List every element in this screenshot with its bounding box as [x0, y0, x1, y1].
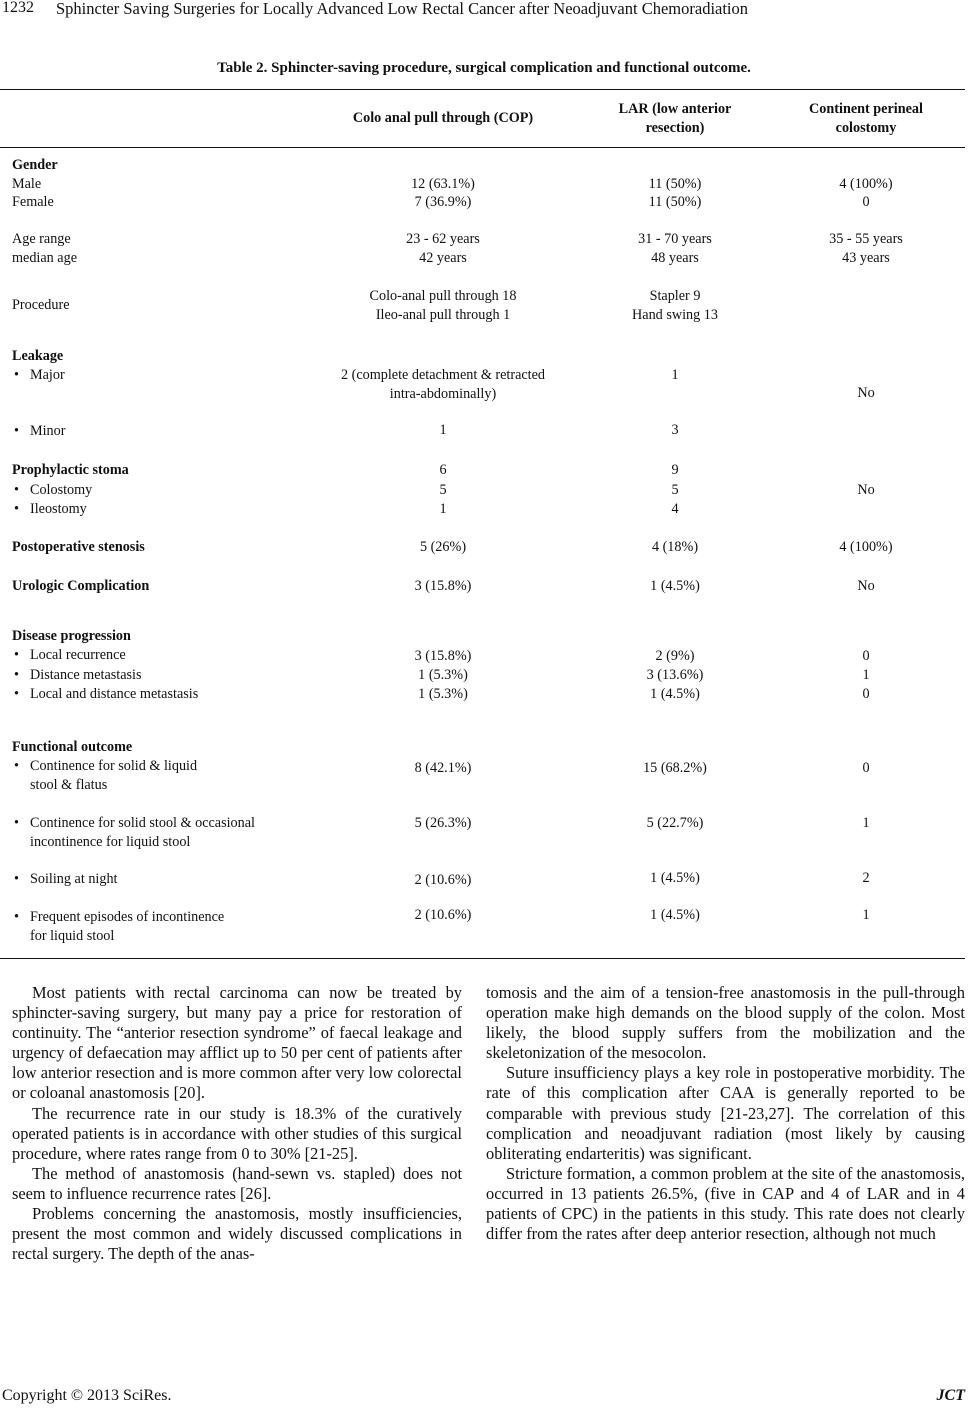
- row-label: [14, 646, 126, 665]
- cell-line: 3: [671, 422, 679, 438]
- cell-cop: [418, 666, 468, 685]
- cell-line: 4: [671, 501, 679, 517]
- row-label: [14, 666, 142, 685]
- cell-lar: [652, 538, 698, 557]
- cell-line: 1 (5.3%): [418, 686, 468, 702]
- column-header-cop: Colo anal pull through (COP): [352, 110, 534, 126]
- cell-lar: [650, 906, 700, 925]
- cell-line: 4 (100%): [839, 176, 893, 192]
- cell-lar: [655, 647, 694, 666]
- row-label: [14, 500, 87, 519]
- cell-cpc: [862, 814, 869, 833]
- cell-line: 1 (4.5%): [650, 686, 700, 702]
- row-label: [12, 193, 54, 212]
- row-label-line: • Colostomy: [14, 482, 93, 498]
- cell-line: 31 - 70 years: [638, 231, 712, 247]
- cell-line: 1: [862, 667, 870, 683]
- cell-line: 5: [439, 482, 447, 498]
- bullet-icon: •: [14, 871, 19, 887]
- cell-line: 43 years: [842, 250, 890, 266]
- cell-line: 2 (10.6%): [414, 907, 472, 923]
- row-label: [14, 814, 255, 852]
- cell-cop: [370, 287, 517, 325]
- cell-line: 1: [439, 501, 447, 517]
- cell-cpc: [842, 249, 890, 268]
- cell-cop: [415, 871, 472, 890]
- cell-line: 5 (22.7%): [646, 815, 704, 831]
- row-label: [12, 230, 71, 249]
- cell-cpc: [862, 685, 869, 704]
- row-label-line: for liquid stool: [30, 928, 115, 944]
- bullet-icon: •: [14, 686, 19, 702]
- cell-lar: [671, 500, 678, 519]
- cell-line: 6: [439, 462, 447, 478]
- running-title: Sphincter Saving Surgeries for Locally Advanced Low Rectal Cancer after Neoadjuvant Chemoradiation: [56, 0, 749, 18]
- row-label: [14, 757, 197, 795]
- cell-line: 1 (4.5%): [650, 907, 700, 923]
- cell-cop: [411, 175, 475, 194]
- row-label: [12, 538, 145, 557]
- cell-cpc: [857, 577, 874, 596]
- cell-line: No: [857, 385, 875, 401]
- cell-line: Hand swing 13: [632, 307, 718, 323]
- row-label-line: Male: [12, 176, 42, 192]
- row-label-line: • Continence for solid & liquid: [14, 758, 198, 774]
- cell-lar: [632, 287, 718, 325]
- page-number: 1232: [2, 0, 34, 16]
- cell-cpc: [829, 230, 903, 249]
- cell-cop: [415, 906, 472, 925]
- cell-line: No: [857, 482, 875, 498]
- cell-cop: [415, 814, 472, 833]
- cell-lar: [649, 193, 702, 212]
- cell-cop: [415, 193, 472, 212]
- row-label-line: Gender: [12, 157, 58, 173]
- cell-cop: [418, 685, 468, 704]
- body-paragraph: Stricture formation, a common problem at the site of the anastomosis, occurred in 13 patients 26.5%, (five in CAP and 4 of LAR and in 4 patients of CPC) in the patients in this study. This rate does not clearly differ from the rates after deep anterior resection, although not much: [486, 1163, 965, 1244]
- row-label-line: • Local recurrence: [14, 647, 126, 663]
- row-label-line: Age range: [12, 231, 71, 247]
- cell-line: 8 (42.1%): [414, 760, 472, 776]
- cell-cpc: [862, 869, 869, 888]
- cell-line: Colo-anal pull through 18: [369, 288, 517, 304]
- table-header-rule: [0, 147, 965, 148]
- row-label-line: • Minor: [14, 423, 66, 439]
- cell-line: 4 (18%): [651, 539, 699, 555]
- cell-cop: [415, 577, 472, 596]
- cell-line: 23 - 62 years: [406, 231, 480, 247]
- cell-line: 1: [439, 422, 447, 438]
- cell-line: Stapler 9: [649, 288, 701, 304]
- row-label-line: • Soiling at night: [14, 871, 118, 887]
- column-header-lar-line: resection): [645, 120, 705, 136]
- row-label: [14, 870, 118, 889]
- bullet-icon: •: [14, 482, 19, 498]
- cell-line: 1 (4.5%): [650, 870, 700, 886]
- body-paragraph: The recurrence rate in our study is 18.3% of the curatively operated patients is in accordance with other studies of this surgical procedure, where rates range from 0 to 30% [21-25].: [12, 1103, 462, 1163]
- cell-line: 0: [862, 648, 870, 664]
- cell-line: 3 (15.8%): [414, 578, 472, 594]
- row-label-line: • Distance metastasis: [14, 667, 142, 683]
- cell-line: 9: [671, 462, 679, 478]
- row-label-line: Postoperative stenosis: [12, 539, 145, 555]
- row-label-line: • Ileostomy: [14, 501, 87, 517]
- cell-line: 4 (100%): [839, 539, 893, 555]
- cell-line: Ileo-anal pull through 1: [375, 307, 511, 323]
- cell-lar: [650, 685, 700, 704]
- cell-lar: [650, 577, 700, 596]
- row-label: [14, 366, 65, 385]
- body-paragraph: Suture insufficiency plays a key role in postoperative morbidity. The rate of this complication after CAA is generally reported to be comparable with previous study [21-23,27]. The correlation of this complication and neoadjuvant radiation (most likely by causing obliterating endarteritis) was significant.: [486, 1063, 965, 1163]
- row-label: [12, 627, 131, 646]
- body-paragraph: Most patients with rectal carcinoma can now be treated by sphincter-saving surgery, but many pay a price for restoration of continuity. The “anterior resection syndrome” of faecal leakage and urgency of defaecation may afflict up to 50 per cent of patients after low anterior resection and is more common after very low colorectal or coloanal anastomosis [20].: [12, 983, 462, 1103]
- cell-line: 11 (50%): [648, 176, 702, 192]
- column-header-lar: [575, 100, 775, 138]
- cell-line: 1: [671, 367, 679, 383]
- body-left-column: [12, 983, 462, 1264]
- row-label: [14, 908, 224, 946]
- column-header-cpc-line: colostomy: [835, 120, 897, 136]
- cell-line: 0: [862, 760, 870, 776]
- cell-line: 11 (50%): [648, 194, 702, 210]
- row-label-line: Leakage: [12, 348, 64, 364]
- journal-abbreviation: JCT: [936, 1387, 965, 1404]
- cell-lar: [647, 666, 704, 685]
- cell-line: 7 (36.9%): [414, 194, 472, 210]
- body-paragraph: tomosis and the aim of a tension-free anastomosis in the pull-through operation make high demands on the blood supply of the colon. Most likely, the blood supply suffers from the mobilization and the skeletonization of the mesocolon.: [486, 983, 965, 1063]
- cell-cpc: [857, 481, 874, 500]
- row-label-line: stool & flatus: [30, 777, 108, 793]
- table-top-rule: [0, 89, 965, 90]
- cell-cpc: [857, 384, 874, 403]
- body-paragraph: The method of anastomosis (hand-sewn vs. stapled) does not seem to influence recurrence rates [26].: [12, 1163, 462, 1203]
- cell-cop: [415, 647, 472, 666]
- cell-lar: [650, 869, 700, 888]
- cell-cop: [415, 759, 472, 778]
- row-label: [12, 461, 129, 480]
- bullet-icon: •: [14, 367, 19, 383]
- cell-line: 42 years: [419, 250, 467, 266]
- row-label: [12, 577, 149, 596]
- cell-cpc: [839, 538, 892, 557]
- cell-line: 1: [862, 815, 870, 831]
- cell-lar: [638, 230, 712, 249]
- row-label-line: Prophylactic stoma: [12, 462, 129, 478]
- row-label-line: Urologic Complication: [12, 578, 150, 594]
- cell-lar: [647, 814, 704, 833]
- cell-lar: [671, 481, 678, 500]
- cell-line: 2 (10.6%): [414, 872, 472, 888]
- column-header-lar-line: LAR (low anterior: [618, 101, 732, 117]
- cell-line: 5: [671, 482, 679, 498]
- cell-line: 0: [862, 194, 870, 210]
- cell-cop: [420, 538, 466, 557]
- cell-line: 1 (5.3%): [418, 667, 468, 683]
- cell-lar: [671, 366, 678, 385]
- column-header-cpc: [776, 100, 956, 138]
- row-label-line: Female: [12, 194, 54, 210]
- cell-line: 5 (26%): [419, 539, 467, 555]
- cell-line: 2: [862, 870, 870, 886]
- cell-line: 2 (complete detachment & retracted: [340, 367, 546, 383]
- cell-line: 2 (9%): [655, 648, 695, 664]
- row-label: [14, 422, 65, 441]
- cell-cop: [439, 421, 446, 440]
- row-label-line: • Major: [14, 367, 65, 383]
- bullet-icon: •: [14, 815, 19, 831]
- row-label-line: Disease progression: [12, 628, 131, 644]
- table-bottom-rule: [0, 958, 965, 959]
- column-header-cpc-line: Continent perineal: [809, 101, 923, 117]
- row-label-line: • Frequent episodes of incontinence: [14, 909, 225, 925]
- row-label-line: • Continence for solid stool & occasional: [14, 815, 255, 831]
- cell-cpc: [862, 759, 869, 778]
- row-label-line: • Local and distance metastasis: [14, 686, 199, 702]
- cell-line: 1: [862, 907, 870, 923]
- row-label: [12, 175, 41, 194]
- row-label: [12, 249, 77, 268]
- cell-cop: [439, 461, 446, 480]
- cell-cop: [341, 366, 545, 404]
- bullet-icon: •: [14, 647, 19, 663]
- cell-lar: [671, 421, 678, 440]
- cell-line: 0: [862, 686, 870, 702]
- bullet-icon: •: [14, 501, 19, 517]
- cell-line: 5 (26.3%): [414, 815, 472, 831]
- cell-cpc: [862, 647, 869, 666]
- cell-line: intra-abdominally): [389, 386, 497, 402]
- cell-cpc: [862, 906, 869, 925]
- cell-cpc: [839, 175, 892, 194]
- bullet-icon: •: [14, 667, 19, 683]
- cell-cop: [439, 500, 446, 519]
- cell-line: 3 (13.6%): [646, 667, 704, 683]
- cell-line: 35 - 55 years: [829, 231, 903, 247]
- copyright-notice: Copyright © 2013 SciRes.: [2, 1387, 172, 1404]
- cell-lar: [649, 175, 702, 194]
- row-label: [12, 738, 132, 757]
- row-label: [14, 685, 198, 704]
- cell-cop: [419, 249, 467, 268]
- row-label: [12, 296, 70, 315]
- cell-line: 12 (63.1%): [411, 176, 475, 192]
- table-caption: Table 2. Sphincter-saving procedure, surgical complication and functional outcome.: [217, 60, 751, 76]
- body-paragraph: Problems concerning the anastomosis, mostly insufficiencies, present the most common and widely discussed complications in rectal surgery. The depth of the anas-: [12, 1204, 462, 1264]
- cell-lar: [651, 249, 699, 268]
- cell-cop: [439, 481, 446, 500]
- row-label-line: Functional outcome: [12, 739, 133, 755]
- row-label: [14, 481, 92, 500]
- row-label-line: median age: [12, 250, 77, 266]
- cell-cop: [406, 230, 480, 249]
- bullet-icon: •: [14, 423, 19, 439]
- cell-line: 1 (4.5%): [650, 578, 700, 594]
- bullet-icon: •: [14, 909, 19, 925]
- cell-lar: [671, 461, 678, 480]
- cell-line: 3 (15.8%): [414, 648, 472, 664]
- cell-lar: [643, 759, 707, 778]
- row-label-line: Procedure: [12, 297, 70, 313]
- cell-line: No: [857, 578, 875, 594]
- cell-line: 48 years: [651, 250, 699, 266]
- cell-cpc: [862, 193, 869, 212]
- row-label: [12, 347, 63, 366]
- cell-line: 15 (68.2%): [643, 760, 707, 776]
- row-label-line: incontinence for liquid stool: [30, 834, 191, 850]
- body-right-column: [486, 983, 965, 1244]
- cell-cpc: [862, 666, 869, 685]
- row-label: [12, 156, 58, 175]
- bullet-icon: •: [14, 758, 19, 774]
